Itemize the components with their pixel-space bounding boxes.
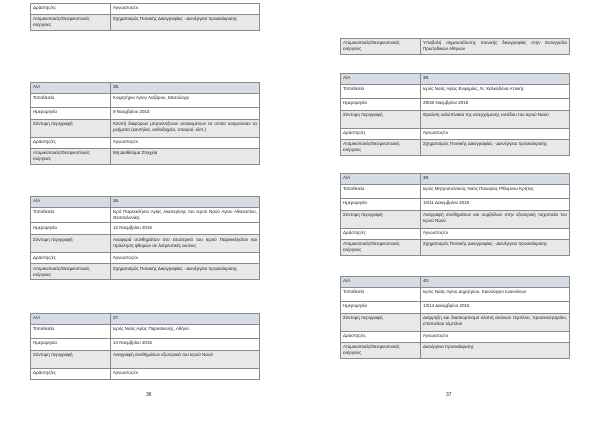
field-value: Ιερός Μητροπολιτικός Ναός Παναγίας Ρίθυμνου Κρήτης [421,185,570,199]
record-row [31,235,260,253]
record-row [31,208,260,223]
record-row [341,343,570,359]
field-label: Ατομικοποιείς/Θεσμικοποιείς ενέργειες [31,15,111,31]
field-label: Ατομικοποιείς/Θεσμικοποιείς ενέργειες [31,264,111,280]
record-row [341,174,570,185]
field-label: Ατομικοποιείς/Θεσμικοποιείς ενέργειες [341,343,421,359]
record-table-continued [30,3,260,31]
field-label: Δράστης/ες [31,253,111,264]
field-label: Δράστης/ες [31,4,111,15]
field-label: Σύντομη περιγραφή [31,351,111,369]
record-row [31,149,260,165]
field-label: Α/Α [341,174,421,185]
field-value: Σχηματισμός Ποινικής Δικογραφίας - Διενέργεια προανάκρισης [421,140,570,156]
record-row [31,351,260,369]
field-label: Σύντομη περιγραφή [341,111,421,129]
field-value: Αναφορά συνθημάτων στο εσωτερικό του Ιερού Παρεκκλησίου και πρόκληση φθορών σε λατρευτικές εικόνες [111,235,260,253]
record-row [31,325,260,339]
field-label: Τοποθεσία [31,325,111,339]
field-value: Άγνωστος/οι [111,138,260,149]
record-row [31,314,260,325]
record-table [340,173,570,256]
field-value: Υποβολή σημειωτέλεσης ποινικής δικογραφίας στην Εισαγγελία Πρωτοδικών Αθηνών [421,39,570,55]
field-value: 29/30 Νοεμβρίου 2015 [421,99,570,111]
record-row [341,288,570,302]
right-page-number: 37 [446,392,452,398]
field-value: Άγνωστος/οι [111,253,260,264]
field-label: Τοποθεσία [341,185,421,199]
record-row [341,74,570,85]
record-table [30,196,260,280]
field-value: Άγνωστος/οι [111,369,260,380]
field-value: Ιερός Ναός Αγίας Παρασκευής, Αθήνα [111,325,260,339]
record-row [341,277,570,288]
record-row [341,129,570,140]
record-row [31,94,260,108]
field-label: Α/Α [31,314,111,325]
record-table [340,276,570,359]
record-row [31,15,260,31]
record-row [341,185,570,199]
field-value: 9 Νοεμβρίου 2015 [111,108,260,120]
record-row [341,229,570,240]
record-row [341,332,570,343]
field-value: Άγνωστος/οι [421,229,570,240]
field-value: 13/14 Δεκεμβρίου 2015 [421,302,570,314]
record-row [341,199,570,211]
record-row [31,223,260,235]
field-value: Μη Διαθέσιμα Στοιχεία [111,149,260,165]
field-label: Τοποθεσία [31,94,111,108]
field-label: Ατομικοποιείς/Θεσμικοποιείς ενέργειες [31,149,111,165]
field-label: Τοποθεσία [341,85,421,99]
record-table [30,313,260,380]
record-row [31,4,260,15]
field-value: Θραύση υαλοπίνακα της εισερχόμενης εισόδου του Ιερού Ναού [421,111,570,129]
field-label: Σύντομη περιγραφή [341,211,421,229]
field-value: 39. [421,174,570,185]
record-row [31,83,260,94]
left-page-number: 36 [146,392,152,398]
field-value: 40. [421,277,570,288]
record-row [341,240,570,256]
field-value: Σχηματισμός Ποινικής Δικογραφίας - Διενέργεια προανάκρισης [421,240,570,256]
field-value: Ιερός Ναός Αγίου Δημητρίου, Καινούργιο Ιωαννίνων [421,288,570,302]
field-value: 38. [421,74,570,85]
field-label: Ημερομηνία [31,108,111,120]
field-label: Σύντομη περιγραφή [31,235,111,253]
field-value: Άγνωστος/οι [421,332,570,343]
record-row [341,314,570,332]
field-value: 10/11 Δεκεμβρίου 2015 [421,199,570,211]
record-table-continued [340,38,570,55]
field-label: Α/Α [341,74,421,85]
record-row [31,339,260,351]
record-table [340,73,570,156]
record-row [31,197,260,208]
field-label: Δράστης/ες [341,129,421,140]
field-label: Ημερομηνία [31,339,111,351]
field-label: Δράστης/ες [341,229,421,240]
record-row [341,85,570,99]
record-row [31,108,260,120]
field-label: Σύντομη περιγραφή [31,120,111,138]
field-value: Διενέργεια προανάκρισης [421,343,570,359]
right-page [300,0,600,424]
record-row [341,39,570,55]
record-row [341,111,570,129]
field-label: Ημερομηνία [341,199,421,211]
record-row [31,120,260,138]
field-value: 14 Νοεμβρίου 2015 [111,339,260,351]
field-label: Ατομικοποιείς/Θεσμικοποιείς ενέργειες [341,240,421,256]
field-value: 37. [111,314,260,325]
record-row [341,99,570,111]
field-label: Τοποθεσία [341,288,421,302]
field-value: Αναγραφή συνθημάτων και συμβόλων στην εξωτερική τοιχοποιία του Ιερού Ναού [421,211,570,229]
field-label: Ημερομηνία [341,99,421,111]
field-label: Ημερομηνία [31,223,111,235]
field-label: Τοποθεσία [31,208,111,223]
field-label: Δράστης/ες [341,332,421,343]
record-table [30,82,260,165]
record-row [31,369,260,380]
field-label: Α/Α [31,197,111,208]
field-label: Σύντομη περιγραφή [341,314,421,332]
field-label: Δράστης/ες [31,138,111,149]
record-row [31,264,260,280]
field-value: Σχηματισμός Ποινικής Δικογραφίας - Διενέργεια προανάκρισης [111,264,260,280]
field-label: Α/Α [31,83,111,94]
record-row [341,140,570,156]
field-label: Α/Α [341,277,421,288]
field-label: Δράστης/ες [31,369,111,380]
field-label: Ατομικοποιείς/Θεσμικοποιείς ενέργειες [341,140,421,156]
record-row [341,302,570,314]
field-label: Ημερομηνία [341,302,421,314]
field-value: Σχηματισμός Ποινικής Δικογραφίας - Διενέργεια προανάκρισης [111,15,260,31]
field-value: 12 Νοεμβρίου 2015 [111,223,260,235]
field-value: Ιερό Παρεκκλήσιο Αγίας Αικατερίνης του Ιερού Ναού Αγίου Αθανασίου, Θεσσαλονίκη [111,208,260,223]
field-value: Άγνωστος/οι [421,129,570,140]
field-value: Αναγραφή συνθημάτων εξωτερικά του Ιερού Ναού [111,351,260,369]
record-row [341,211,570,229]
record-row [31,253,260,264]
field-value: Κοιμητήριο Αγίου Λαζάρου, Μεσολόγγι [111,94,260,108]
field-value: 36. [111,197,260,208]
field-value: 35. [111,83,260,94]
record-row [31,138,260,149]
field-value: Κλοπή διαφόρων μπρούντζινων αντικειμένων τα οποία κοσμούσαν τα μνήματα (καντήλια, ανθοδοχεία, σταυροί, κλπ.) [111,120,260,138]
field-value: Διάρρηξη και διασκορπισμό κλοπή εικόνων τέμπλου, προσκυνηταρίου, επιστυλίου τέμπλου [421,314,570,332]
field-value: Άγνωστος/οι [111,4,260,15]
field-label: Ατομικοποιείς/Θεσμικοποιείς ενέργειες [341,39,421,55]
field-value: Ιερός Ναός Αγίας Ευφημίας, Ν. Χαλκηδόνα Αττικής [421,85,570,99]
